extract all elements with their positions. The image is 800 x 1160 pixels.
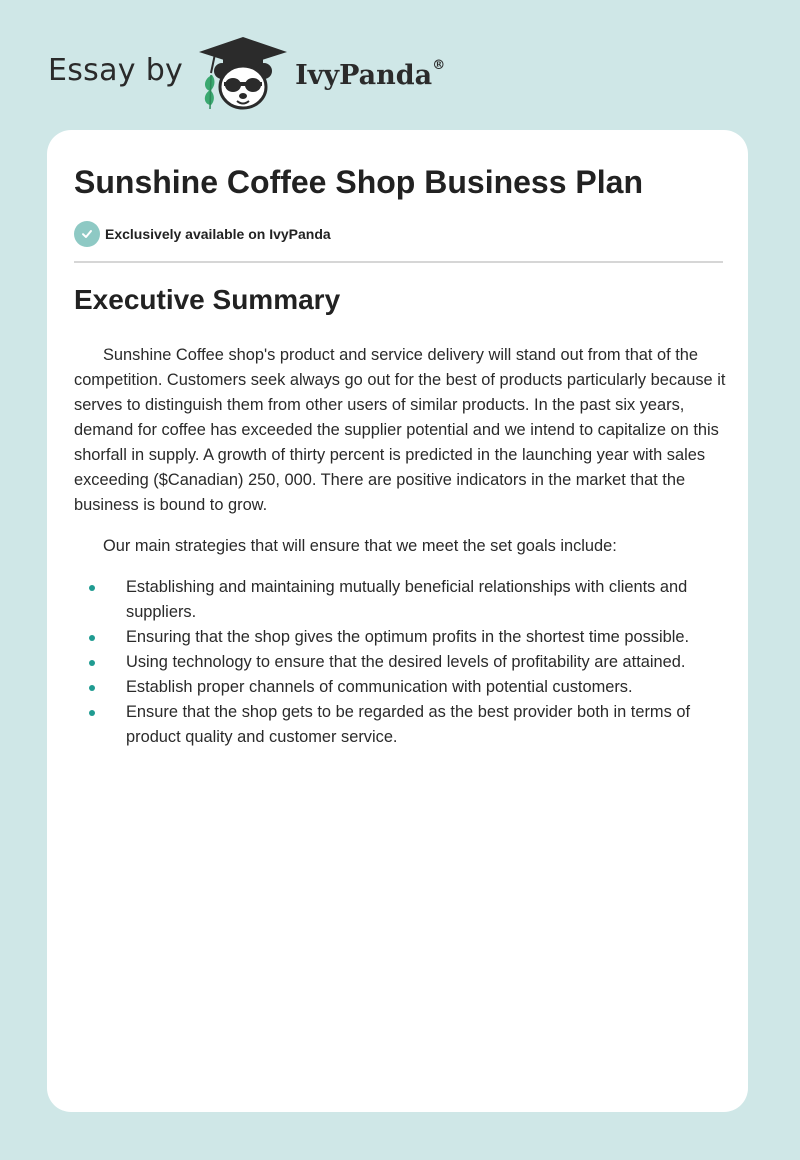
bullet-dot-icon [89, 585, 95, 591]
paragraph: Sunshine Coffee shop's product and service delivery will stand out from that of the competition. Customers seek always go out for the best of products particularly because it serves to distinguish them from other users of similar products. In the past six years, demand for coffee has exceeded the supplier potential and we intend to capitalize on this shorfall in supply. A growth of thirty percent is predicted in the launching year with sales exceeding ($Canadian) 250, 000. There are positive indicators in the market that the business is bound to grow. [74, 346, 726, 514]
brand-name[interactable] [295, 57, 446, 91]
list-item-text: Using technology to ensure that the desired levels of profitability are attained. [126, 653, 686, 671]
essay-card [47, 130, 748, 1112]
bullet-dot-icon [89, 660, 95, 666]
strategy-list [74, 575, 726, 750]
essay-by-label: Essay by [48, 52, 184, 88]
list-item [126, 700, 726, 750]
list-item [126, 650, 726, 675]
bullet-dot-icon [89, 685, 95, 691]
paragraph: Our main strategies that will ensure that we meet the set goals include: [103, 537, 617, 555]
list-item-text: Establish proper channels of communication with potential customers. [126, 678, 633, 696]
registered-mark: ® [432, 57, 446, 73]
essay-body [74, 343, 726, 750]
exclusive-badge [74, 221, 331, 247]
list-item [126, 675, 726, 700]
page-title: Sunshine Coffee Shop Business Plan [74, 164, 643, 200]
panda-graduate-icon[interactable] [197, 35, 289, 113]
site-header [48, 34, 445, 114]
brand-text: IvyPanda [295, 59, 433, 91]
exclusive-label: Exclusively available on IvyPanda [105, 226, 331, 242]
check-circle-icon [74, 221, 100, 247]
list-item [126, 575, 726, 625]
section-heading: Executive Summary [74, 284, 341, 315]
divider [74, 261, 723, 263]
list-item [126, 625, 726, 650]
list-item-text: Establishing and maintaining mutually beneficial relationships with clients and suppliers. [126, 578, 688, 621]
bullet-dot-icon [89, 710, 95, 716]
bullet-dot-icon [89, 635, 95, 641]
list-item-text: Ensure that the shop gets to be regarded as the best provider both in terms of product quality and customer service. [126, 703, 690, 746]
list-item-text: Ensuring that the shop gives the optimum profits in the shortest time possible. [126, 628, 690, 646]
